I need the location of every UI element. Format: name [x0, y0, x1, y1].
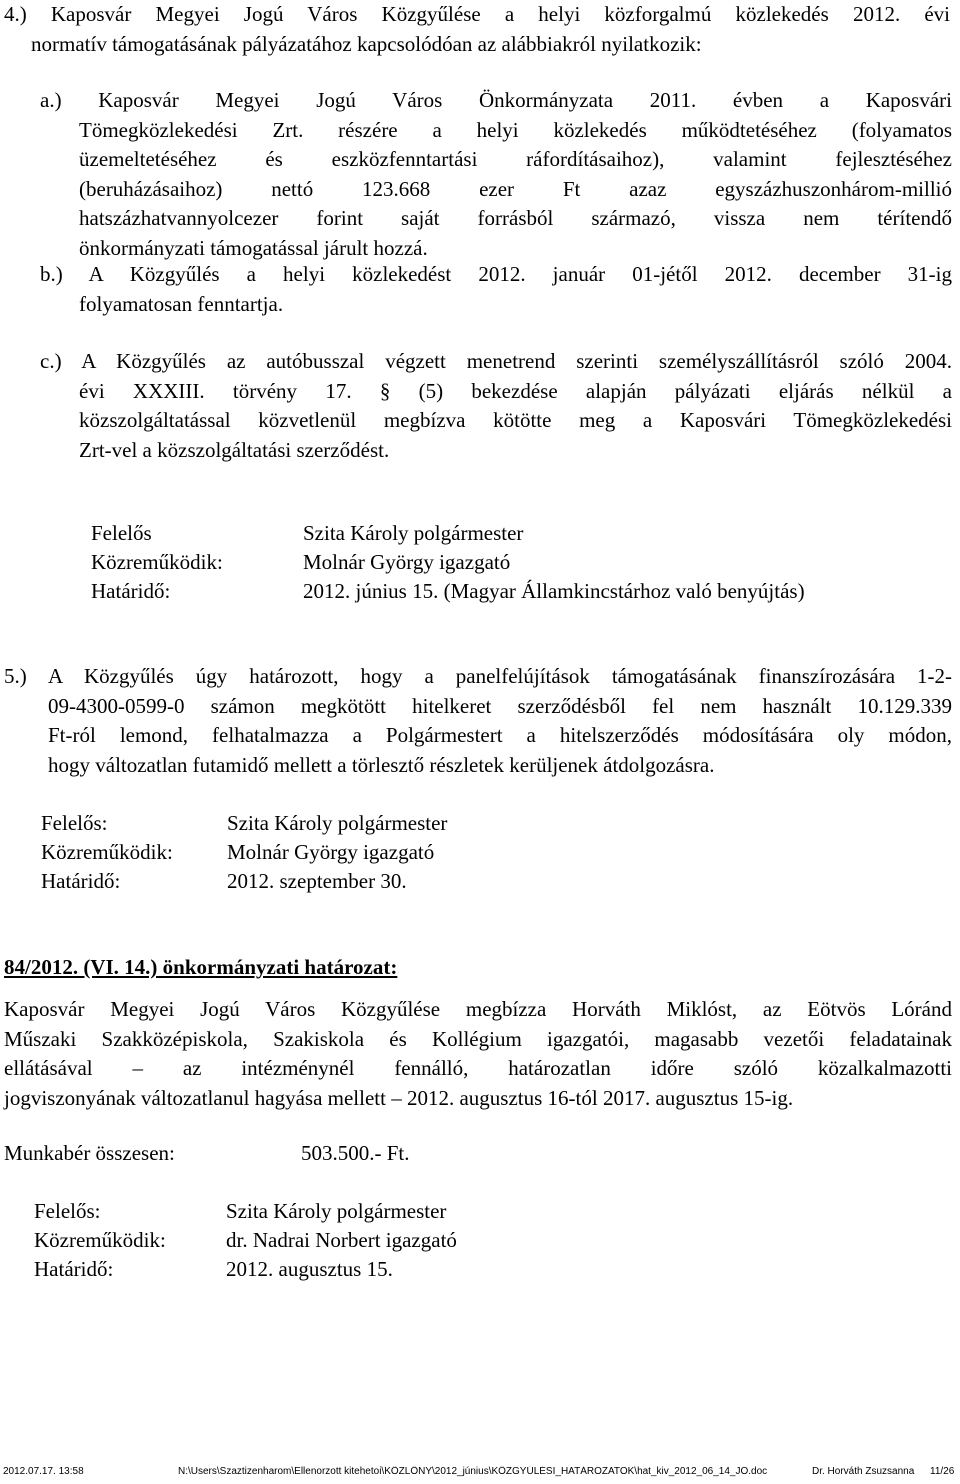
text-line: A Közgyűlés úgy határozott, hogy a panelfelújítások támogatásának finanszírozására 1-2- [48, 664, 952, 688]
text-line: üzemeltetéséhez és eszközfenntartási ráfordításaihoz), valamint fejlesztéséhez [79, 147, 952, 171]
text-line: 09-4300-0599-0 számon megkötött hitelkeret szerződésből fel nem használt 10.129.339 [48, 693, 952, 718]
text-line: c.) A Közgyűlés az autóbusszal végzett menetrend szerinti személyszállításról szóló 2004. [40, 349, 952, 373]
deadline-label: Határidő: [91, 579, 171, 603]
footer-page-number: 11/26 [930, 1466, 955, 1477]
item4-intro [4, 0, 950, 59]
text-line: hogy változatlan futamidő mellett a törlesztő részletek kerüljenek átdolgozásra. [48, 752, 715, 777]
text-line: a.) Kaposvár Megyei Jogú Város Önkormányzata 2011. évben a Kaposvári [40, 88, 952, 112]
responsible-value: Szita Károly polgármester [227, 811, 448, 835]
item4-point-b [40, 260, 952, 319]
resolution-body [4, 995, 952, 1113]
deadline-label: Határidő: [34, 1257, 114, 1281]
cooperating-value: Molnár György igazgató [303, 550, 511, 574]
text-line: folyamatosan fenntartja. [79, 291, 284, 316]
text-line: Kaposvár Megyei Jogú Város Közgyűlése megbízza Horváth Miklóst, az Eötvös Lóránd [4, 997, 952, 1021]
cooperating-label: Közreműködik: [34, 1228, 166, 1252]
footer-author: Dr. Horváth Zsuzsanna [812, 1466, 915, 1477]
responsible-label: Felelős: [41, 811, 108, 835]
footer-date: 2012.07.17. 13:58 [3, 1466, 84, 1477]
responsible-label: Felelős: [34, 1199, 101, 1223]
deadline-value: 2012. június 15. (Magyar Államkincstárhoz való benyújtás) [303, 579, 805, 603]
wage-label: Munkabér összesen: [4, 1141, 175, 1165]
responsible-value: Szita Károly polgármester [226, 1199, 447, 1223]
responsible-value: Szita Károly polgármester [303, 521, 524, 545]
deadline-value: 2012. szeptember 30. [227, 869, 407, 893]
text-line: ellátásával – az intézménynél fennálló, határozatlan időre szóló közalkalmazotti [4, 1056, 952, 1080]
wage-value: 503.500.- Ft. [301, 1141, 410, 1165]
text-line: (beruházásaihoz) nettó 123.668 ezer Ft azaz egyszázhuszonhárom-millió [79, 176, 952, 201]
cooperating-value: dr. Nadrai Norbert igazgató [226, 1228, 457, 1252]
text-line: b.) A Közgyűlés a helyi közlekedést 2012. január 01-jétől 2012. december 31-ig [40, 262, 952, 286]
text-line: Ft-ról lemond, felhatalmazza a Polgármestert a hitelszerződés módosítására oly módon, [48, 723, 952, 747]
item5 [4, 662, 952, 780]
text-line: Műszaki Szakközépiskola, Szakiskola és Kollégium igazgatói, magasabb vezetői feladatainak [4, 1026, 952, 1051]
deadline-label: Határidő: [41, 869, 121, 893]
text-line: hatszázhatvannyolcezer forint saját forrásból származó, vissza nem térítendő [79, 206, 952, 230]
text-line: önkormányzati támogatással járult hozzá. [79, 235, 428, 260]
item4-point-c [40, 347, 952, 465]
text-line: Zrt-vel a közszolgáltatási szerződést. [79, 437, 390, 462]
text-line: évi XXXIII. törvény 17. § (5) bekezdése alapján pályázati eljárás nélkül a [79, 378, 952, 403]
deadline-value: 2012. augusztus 15. [226, 1257, 393, 1281]
item4-point-a [40, 86, 952, 263]
cooperating-label: Közreműködik: [41, 840, 173, 864]
responsible-label: Felelős [91, 521, 152, 545]
text-line: 4.) Kaposvár Megyei Jogú Város Közgyűlése a helyi közforgalmú közlekedés 2012. évi [4, 2, 950, 26]
resolution-heading: 84/2012. (VI. 14.) önkormányzati határozat: [4, 955, 398, 979]
item5-number: 5.) [4, 664, 27, 688]
footer-path: N:\Users\Szaztizenharom\Ellenorzott kitehetoi\KÖZLÖNY\2012_június\KÖZGYŰLÉSI_HATÁROZATOK\hat_kiv_2012_06_14_JÓ.doc [178, 1466, 768, 1477]
cooperating-label: Közreműködik: [91, 550, 223, 574]
text-line: jogviszonyának változatlanul hagyása mellett – 2012. augusztus 16-tól 2017. augusztus 15-ig. [4, 1085, 794, 1110]
text-line: Tömegközlekedési Zrt. részére a helyi közlekedés működtetéséhez (folyamatos [79, 117, 952, 142]
cooperating-value: Molnár György igazgató [227, 840, 435, 864]
text-line: közszolgáltatással közvetlenül megbízva kötötte meg a Kaposvári Tömegközlekedési [79, 408, 952, 432]
text-line: normatív támogatásának pályázatához kapcsolódóan az alábbiakról nyilatkozik: [31, 31, 702, 56]
